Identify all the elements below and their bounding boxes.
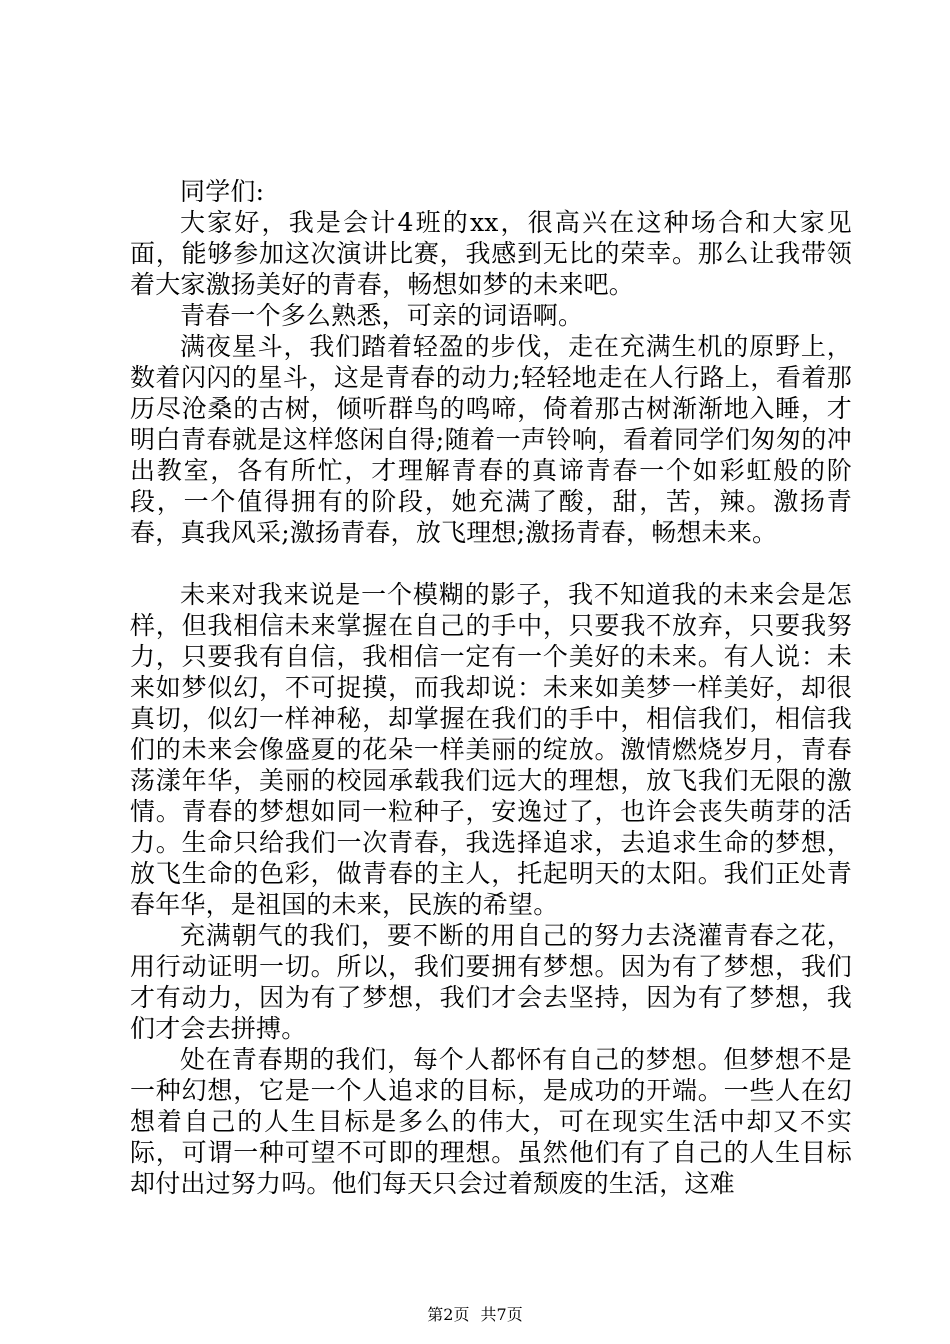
paragraph-starry-night: 满夜星斗，我们踏着轻盈的步伐，走在充满生机的原野上，数着闪闪的星斗，这是青春的动力;轻轻地走在人行路上，看着那历尽沧桑的古树，倾听群鸟的鸣啼，倚着那古树渐渐地入睡，才明白青春就是这样悠闲自得;随着一声铃响，看着同学们匆匆的冲出教室，各有所忙，才理解青春的真谛青春一个如彩虹般的阶段，一个值得拥有的阶段，她充满了酸，甜，苦，辣。激扬青春，真我风采;激扬青春，放飞理想;激扬青春，畅想未来。 [130,332,852,547]
paragraph-future: 未来对我来说是一个模糊的影子，我不知道我的未来会是怎样，但我相信未来掌握在自己的手中，只要我不放弃，只要我努力，只要我有自信，我相信一定有一个美好的未来。有人说：未来如梦似幻，不可捉摸，而我却说：未来如美梦一样美好，却很真切，似幻一样神秘，却掌握在我们的手中，相信我们，相信我们的未来会像盛夏的花朵一样美丽的绽放。激情燃烧岁月，青春荡漾年华，美丽的校园承载我们远大的理想，放飞我们无限的激情。青春的梦想如同一粒种子，安逸过了，也许会丧失萌芽的活力。生命只给我们一次青春，我选择追求，去追求生命的梦想，放飞生命的色彩，做青春的主人，托起明天的太阳。我们正处青春年华，是祖国的未来，民族的希望。 [130,580,852,919]
paragraph-intro: 大家好，我是会计4班的xx，很高兴在这种场合和大家见面，能够参加这次演讲比赛，我感到无比的荣幸。那么让我带领着大家激扬美好的青春，畅想如梦的未来吧。 [130,208,852,299]
document-body [130,176,852,1199]
paragraph-energetic: 充满朝气的我们，要不断的用自己的努力去浇灌青春之花，用行动证明一切。所以，我们要拥有梦想。因为有了梦想，我们才有动力，因为有了梦想，我们才会去坚持，因为有了梦想，我们才会去拼搏。 [130,921,852,1043]
page-number: 第2页 [427,1305,470,1324]
page-total: 共7页 [480,1305,523,1324]
page-footer [0,1302,950,1325]
paragraph-youth-word: 青春一个多么熟悉，可亲的词语啊。 [180,301,584,330]
paragraph-adolescence: 处在青春期的我们，每个人都怀有自己的梦想。但梦想不是一种幻想，它是一个人追求的目标，是成功的开端。一些人在幻想着自己的人生目标是多么的伟大，可在现实生活中却又不实际，可谓一种可望不可即的理想。虽然他们有了自己的人生目标却付出过努力吗。他们每天只会过着颓废的生活，这难 [130,1045,852,1198]
greeting-line: 同学们: [180,177,265,206]
paragraph-spacer [130,548,852,579]
